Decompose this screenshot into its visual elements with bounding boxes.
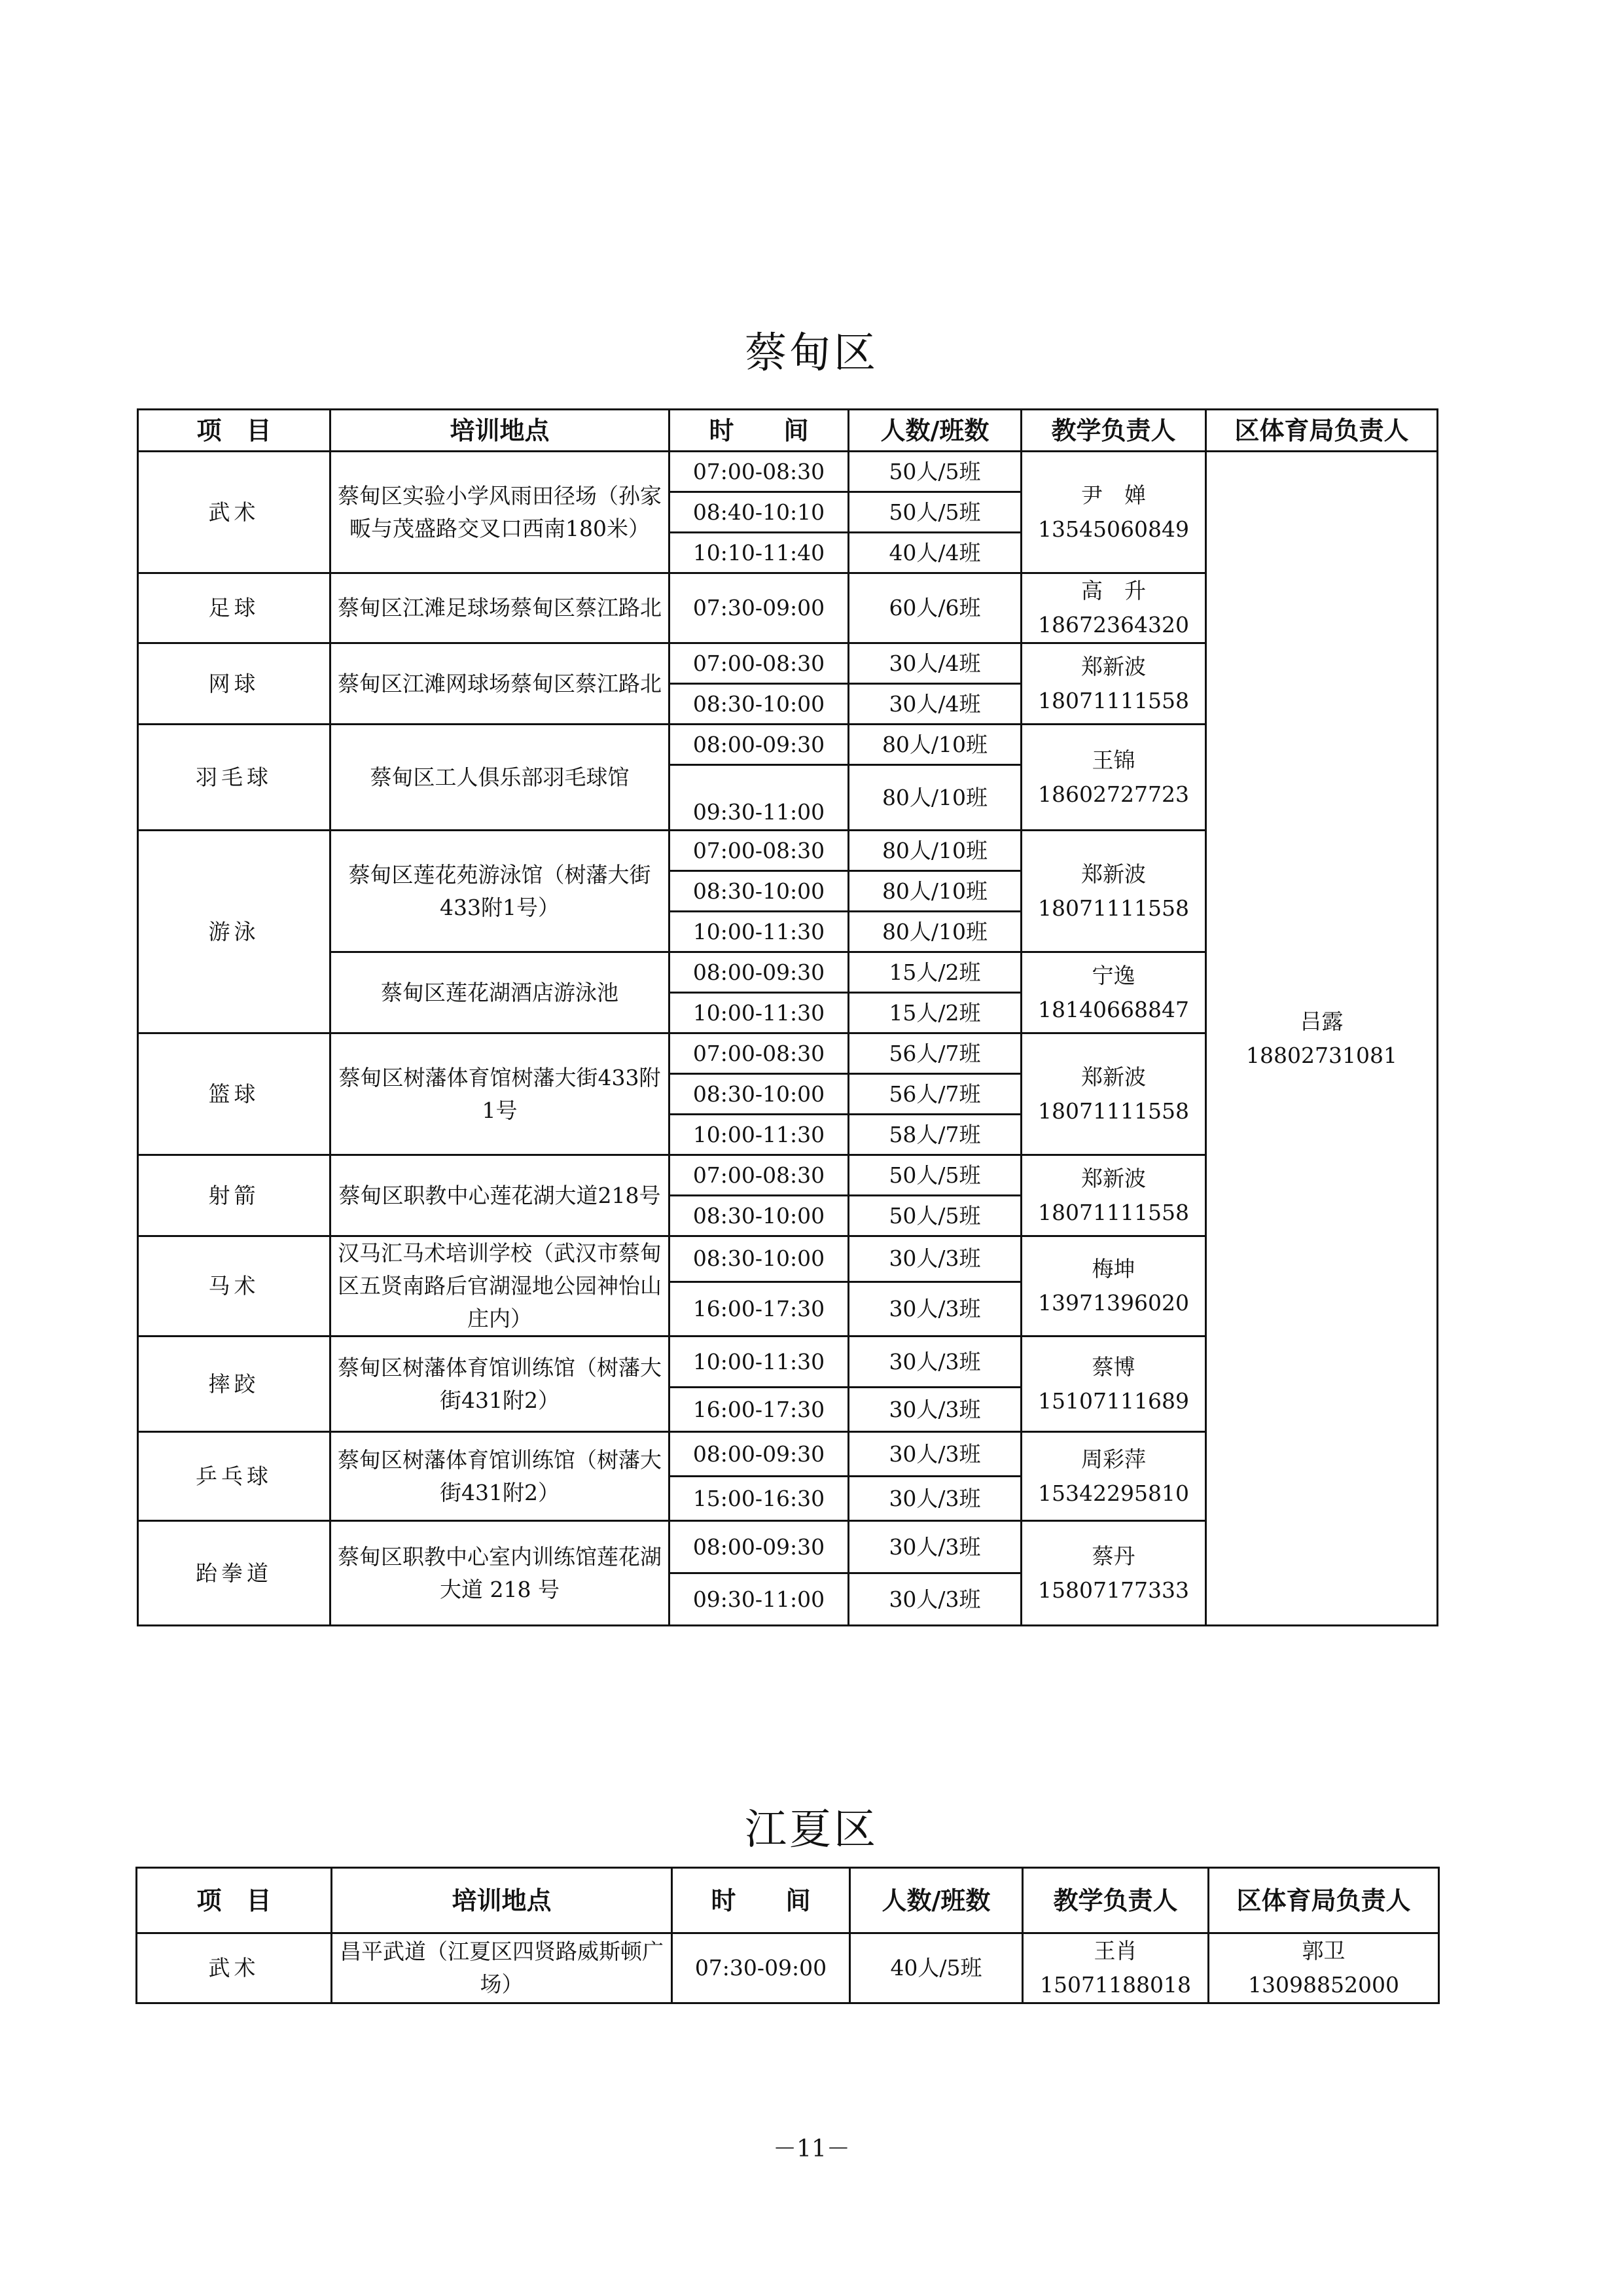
time-slot: 07:00-08:30 [669,643,849,684]
time-slot: 09:30-11:00 [669,1573,849,1626]
time-slot: 08:00-09:30 [669,725,849,765]
training-location: 汉马汇马术培训学校（武汉市蔡甸区五贤南路后官湖湿地公园神怡山庄内） [330,1236,669,1336]
district-contact-name: 郭卫 [1302,1938,1346,1964]
class-count: 60人/6班 [849,573,1022,643]
project-name: 跆拳道 [138,1521,330,1626]
district-contact-phone: 18802731081 [1246,1042,1397,1068]
class-count: 80人/10班 [849,912,1022,952]
training-location: 蔡甸区职教中心室内训练馆莲花湖大道 218 号 [330,1521,669,1626]
coach-name: 王肖 [1094,1938,1137,1964]
training-location: 蔡甸区树藩体育馆训练馆（树藩大街431附2） [330,1432,669,1521]
project-name: 武术 [137,1933,332,2003]
table-row [137,1933,1439,2003]
class-count: 30人/3班 [849,1432,1022,1477]
training-location: 蔡甸区江滩足球场蔡甸区蔡江路北 [330,573,669,643]
header-location: 培训地点 [332,1868,672,1933]
coach-phone: 18071111558 [1038,1098,1189,1124]
section-title-jiangxia: 江夏区 [745,1806,878,1854]
time-slot: 07:00-08:30 [669,831,849,871]
coach-name: 郑新波 [1081,653,1146,679]
coach-phone: 15107111689 [1038,1388,1189,1414]
project-name: 游泳 [138,831,330,1033]
coach-contact [1022,452,1206,573]
table-header-row [137,1868,1439,1933]
coach-phone: 15807177333 [1038,1577,1189,1603]
header-project: 项 目 [138,410,330,452]
class-count: 30人/4班 [849,643,1022,684]
header-time: 时 间 [672,1868,850,1933]
coach-phone: 18071111558 [1038,687,1189,713]
project-name: 羽毛球 [138,725,330,831]
coach-contact [1022,643,1206,725]
header-count: 人数/班数 [850,1868,1023,1933]
time-slot: 08:30-10:00 [669,684,849,725]
header-coach: 教学负责人 [1022,410,1206,452]
coach-contact [1023,1933,1209,2003]
header-count: 人数/班数 [849,410,1022,452]
coach-contact [1022,573,1206,643]
training-location: 蔡甸区职教中心莲花湖大道218号 [330,1155,669,1236]
time-slot: 15:00-16:30 [669,1477,849,1521]
training-location: 蔡甸区工人俱乐部羽毛球馆 [330,725,669,831]
page-number: －11－ [773,2136,850,2162]
header-coach: 教学负责人 [1023,1868,1209,1933]
class-count: 30人/3班 [849,1573,1022,1626]
class-count: 80人/10班 [849,725,1022,765]
header-project: 项 目 [137,1868,332,1933]
class-count: 80人/10班 [849,765,1022,831]
class-count: 56人/7班 [849,1074,1022,1115]
section-title-caidian: 蔡甸区 [745,329,878,378]
class-count: 50人/5班 [849,1196,1022,1236]
coach-phone: 18602727723 [1038,781,1189,807]
class-count: 30人/3班 [849,1336,1022,1388]
coach-phone: 13545060849 [1038,516,1189,542]
coach-contact [1022,1033,1206,1155]
time-slot: 10:00-11:30 [669,1336,849,1388]
project-name: 篮球 [138,1033,330,1155]
coach-phone: 18071111558 [1038,895,1189,921]
class-count: 30人/3班 [849,1236,1022,1282]
training-location: 蔡甸区莲花湖酒店游泳池 [330,952,669,1033]
class-count: 50人/5班 [849,1155,1022,1196]
time-slot: 07:30-09:00 [669,573,849,643]
training-location: 昌平武道（江夏区四贤路威斯顿广场） [332,1933,672,2003]
coach-name: 蔡丹 [1092,1543,1135,1569]
header-district-contact: 区体育局负责人 [1209,1868,1439,1933]
time-slot: 08:30-10:00 [669,871,849,912]
class-count: 56人/7班 [849,1033,1022,1074]
coach-contact [1022,1155,1206,1236]
coach-contact [1022,1336,1206,1432]
class-count: 30人/3班 [849,1477,1022,1521]
training-location: 蔡甸区树藩体育馆训练馆（树藩大街431附2） [330,1336,669,1432]
coach-name: 郑新波 [1081,861,1146,887]
class-count: 30人/3班 [849,1388,1022,1432]
project-name: 射箭 [138,1155,330,1236]
district-contact [1209,1933,1439,2003]
district-contact-phone: 13098852000 [1248,1972,1399,1998]
header-district-contact: 区体育局负责人 [1206,410,1438,452]
class-count: 50人/5班 [849,452,1022,492]
class-count: 30人/3班 [849,1521,1022,1573]
coach-name: 尹 婵 [1081,482,1146,508]
coach-phone: 15342295810 [1038,1480,1189,1506]
time-slot: 08:30-10:00 [669,1236,849,1282]
training-location: 蔡甸区树藩体育馆树藩大街433附1号 [330,1033,669,1155]
coach-name: 周彩萍 [1081,1446,1146,1472]
time-slot: 08:30-10:00 [669,1074,849,1115]
jiangxia-schedule-table [135,1867,1440,2004]
time-slot: 16:00-17:30 [669,1388,849,1432]
caidian-schedule-table [137,408,1438,1626]
project-name: 武术 [138,452,330,573]
time-slot: 16:00-17:30 [669,1282,849,1336]
class-count: 58人/7班 [849,1115,1022,1155]
coach-name: 郑新波 [1081,1165,1146,1191]
coach-contact [1022,1521,1206,1626]
class-count: 80人/10班 [849,831,1022,871]
time-slot: 10:00-11:30 [669,912,849,952]
class-count: 15人/2班 [849,993,1022,1033]
time-slot: 08:40-10:10 [669,492,849,533]
project-name: 摔跤 [138,1336,330,1432]
coach-phone: 18140668847 [1038,996,1189,1022]
project-name: 乒乓球 [138,1432,330,1521]
coach-contact [1022,952,1206,1033]
coach-contact [1022,1432,1206,1521]
training-location: 蔡甸区江滩网球场蔡甸区蔡江路北 [330,643,669,725]
time-slot: 08:00-09:30 [669,1432,849,1477]
coach-name: 梅坤 [1092,1256,1135,1282]
district-contact-name: 吕露 [1300,1008,1344,1034]
coach-name: 蔡博 [1092,1354,1135,1380]
time-slot: 08:00-09:30 [669,1521,849,1573]
class-count: 15人/2班 [849,952,1022,993]
project-name: 足球 [138,573,330,643]
coach-contact [1022,831,1206,952]
time-slot: 10:00-11:30 [669,993,849,1033]
time-slot: 07:30-09:00 [672,1933,850,2003]
coach-contact [1022,1236,1206,1336]
coach-phone: 18071111558 [1038,1199,1189,1225]
class-count: 30人/3班 [849,1282,1022,1336]
table-header-row [138,410,1438,452]
time-slot: 10:10-11:40 [669,533,849,573]
header-location: 培训地点 [330,410,669,452]
coach-contact [1022,725,1206,831]
class-count: 50人/5班 [849,492,1022,533]
training-location: 蔡甸区莲花苑游泳馆（树藩大街433附1号） [330,831,669,952]
coach-phone: 18672364320 [1038,612,1189,637]
training-location: 蔡甸区实验小学风雨田径场（孙家畈与茂盛路交叉口西南180米） [330,452,669,573]
time-slot: 07:00-08:30 [669,1033,849,1074]
project-name: 马术 [138,1236,330,1336]
class-count: 80人/10班 [849,871,1022,912]
coach-name: 宁逸 [1092,962,1135,988]
project-name: 网球 [138,643,330,725]
coach-phone: 15071188018 [1040,1972,1191,1998]
district-contact [1206,452,1438,1626]
header-time: 时 间 [669,410,849,452]
coach-name: 王锦 [1092,747,1135,773]
time-slot: 08:00-09:30 [669,952,849,993]
coach-name: 郑新波 [1081,1064,1146,1090]
class-count: 40人/4班 [849,533,1022,573]
class-count: 30人/4班 [849,684,1022,725]
time-slot: 07:00-08:30 [669,1155,849,1196]
table-row [138,452,1438,492]
time-slot: 09:30-11:00 [669,765,849,831]
time-slot: 10:00-11:30 [669,1115,849,1155]
time-slot: 07:00-08:30 [669,452,849,492]
time-slot: 08:30-10:00 [669,1196,849,1236]
coach-phone: 13971396020 [1038,1290,1189,1316]
coach-name: 高 升 [1081,578,1146,603]
class-count: 40人/5班 [850,1933,1023,2003]
